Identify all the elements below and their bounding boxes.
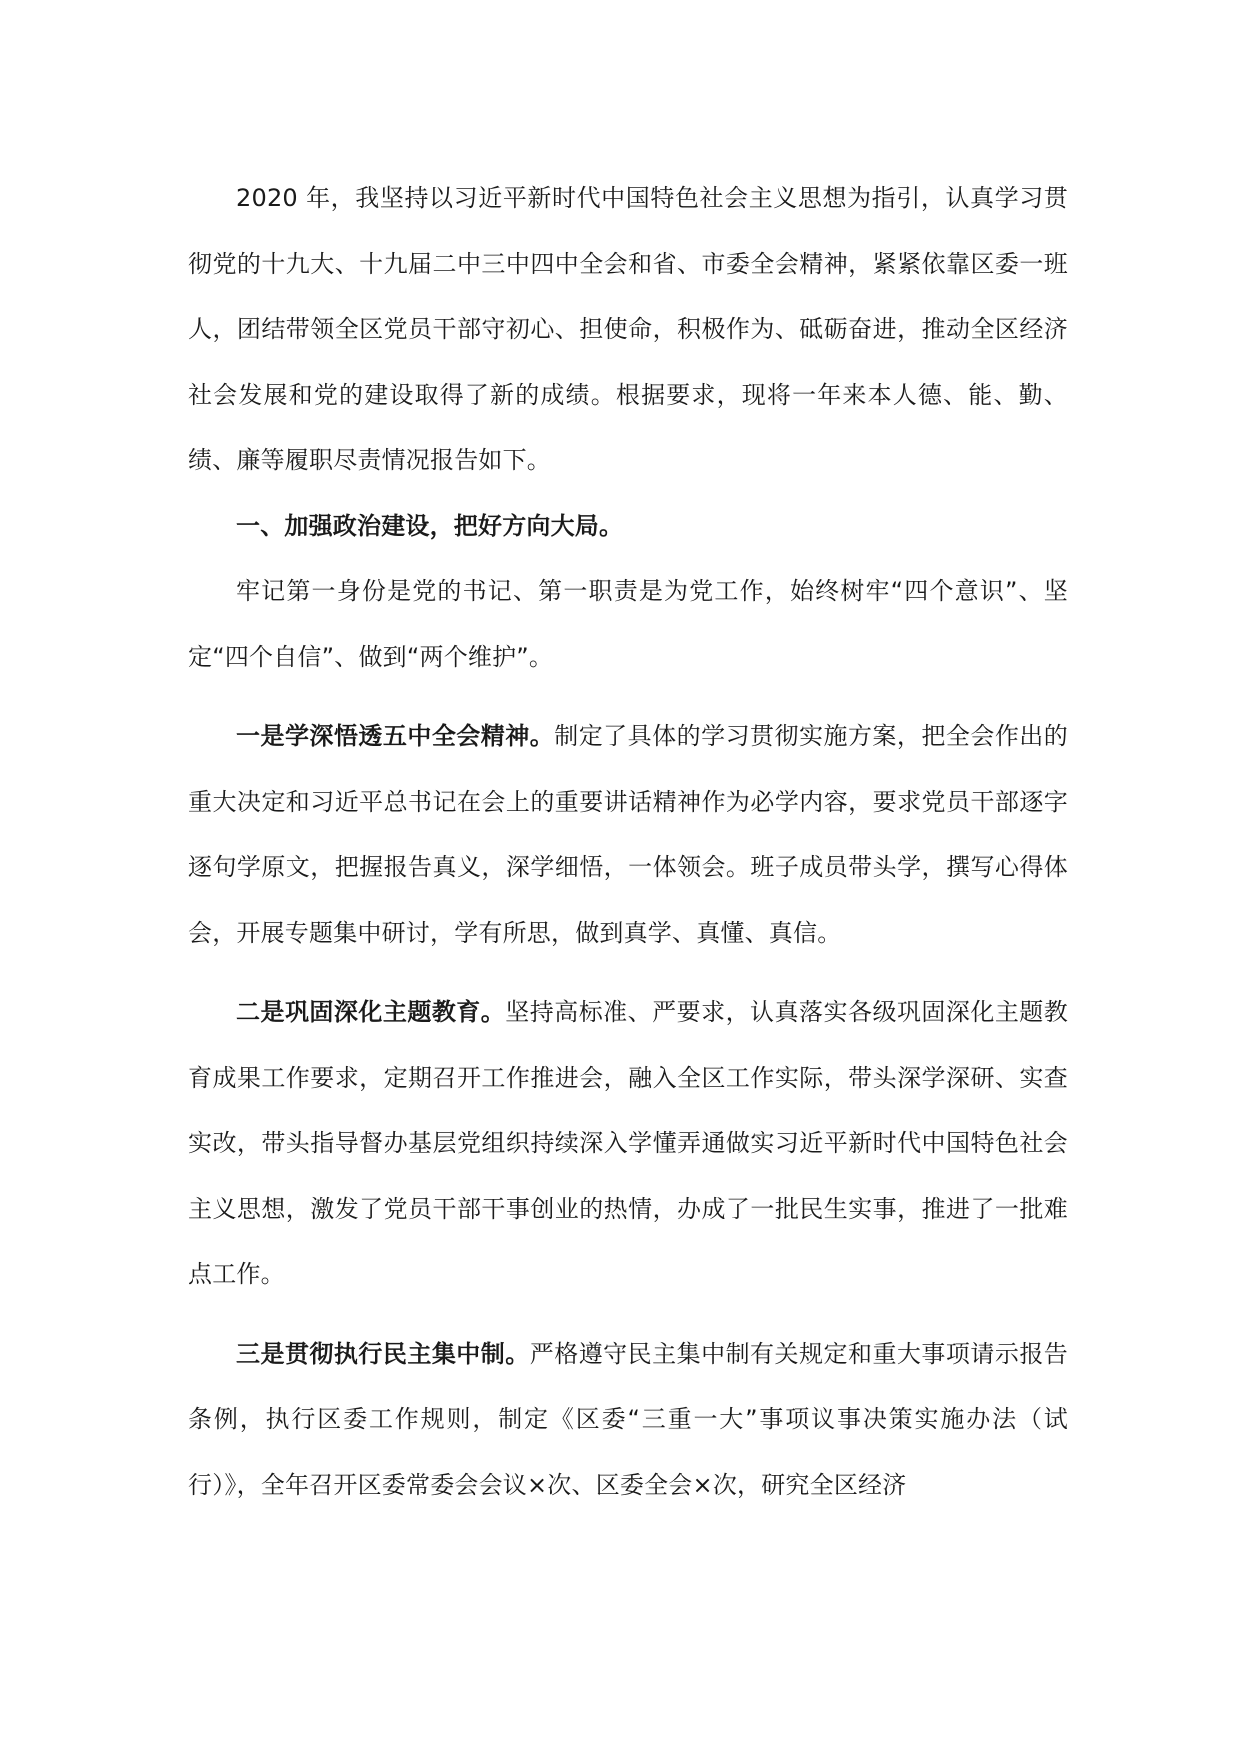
- item-text-1: 制定了具体的学习贯彻实施方案，把全会作出的重大决定和习近平总书记在会上的重要讲话精神作为必学内容，要求党员干部逐字逐句学原文，把握报告真义，深学细悟，一体领会。班子成员带头学，撰写心得体会，开展专题集中研讨，学有所思，做到真学、真懂、真信。: [188, 722, 1068, 947]
- item-text-3: 严格遵守民主集中制有关规定和重大事项请示报告条例，执行区委工作规则，制定《区委“三重一大”事项议事决策实施办法（试行）》，全年召开区委常委会会议×次、区委全会×次，研究全区经济: [188, 1339, 1068, 1499]
- intro-paragraph: 2020 年，我坚持以习近平新时代中国特色社会主义思想为指引，认真学习贯彻党的十九大、十九届二中三中四中全会和省、市委全会精神，紧紧依靠区委一班人，团结带领全区党员干部守初心、担使命，积极作为、砥砺奋进，推动全区经济社会发展和党的建设取得了新的成绩。根据要求，现将一年来本人德、能、勤、绩、廉等履职尽责情况报告如下。: [188, 184, 1068, 474]
- item-paragraph-3: [188, 1322, 1068, 1519]
- item-paragraph-1: [188, 704, 1068, 966]
- document-body: [188, 166, 1068, 1518]
- item-lead-3: 三是贯彻执行民主集中制。: [236, 1339, 530, 1368]
- item-paragraph-2: [188, 980, 1068, 1308]
- item-lead-1: 一是学深悟透五中全会精神。: [236, 722, 555, 750]
- section-heading: 一、加强政治建设，把好方向大局。: [236, 511, 624, 540]
- item-lead-2: 二是巩固深化主题教育。: [236, 998, 506, 1026]
- section-paragraph: 牢记第一身份是党的书记、第一职责是为党工作，始终树牢“四个意识”、坚定“四个自信”、做到“两个维护”。: [188, 577, 1068, 671]
- item-text-2: 坚持高标准、严要求，认真落实各级巩固深化主题教育成果工作要求，定期召开工作推进会，融入全区工作实际，带头深学深研、实查实改，带头指导督办基层党组织持续深入学懂弄通做实习近平新时代中国特色社会主义思想，激发了党员干部干事创业的热情，办成了一批民生实事，推进了一批难点工作。: [188, 998, 1068, 1288]
